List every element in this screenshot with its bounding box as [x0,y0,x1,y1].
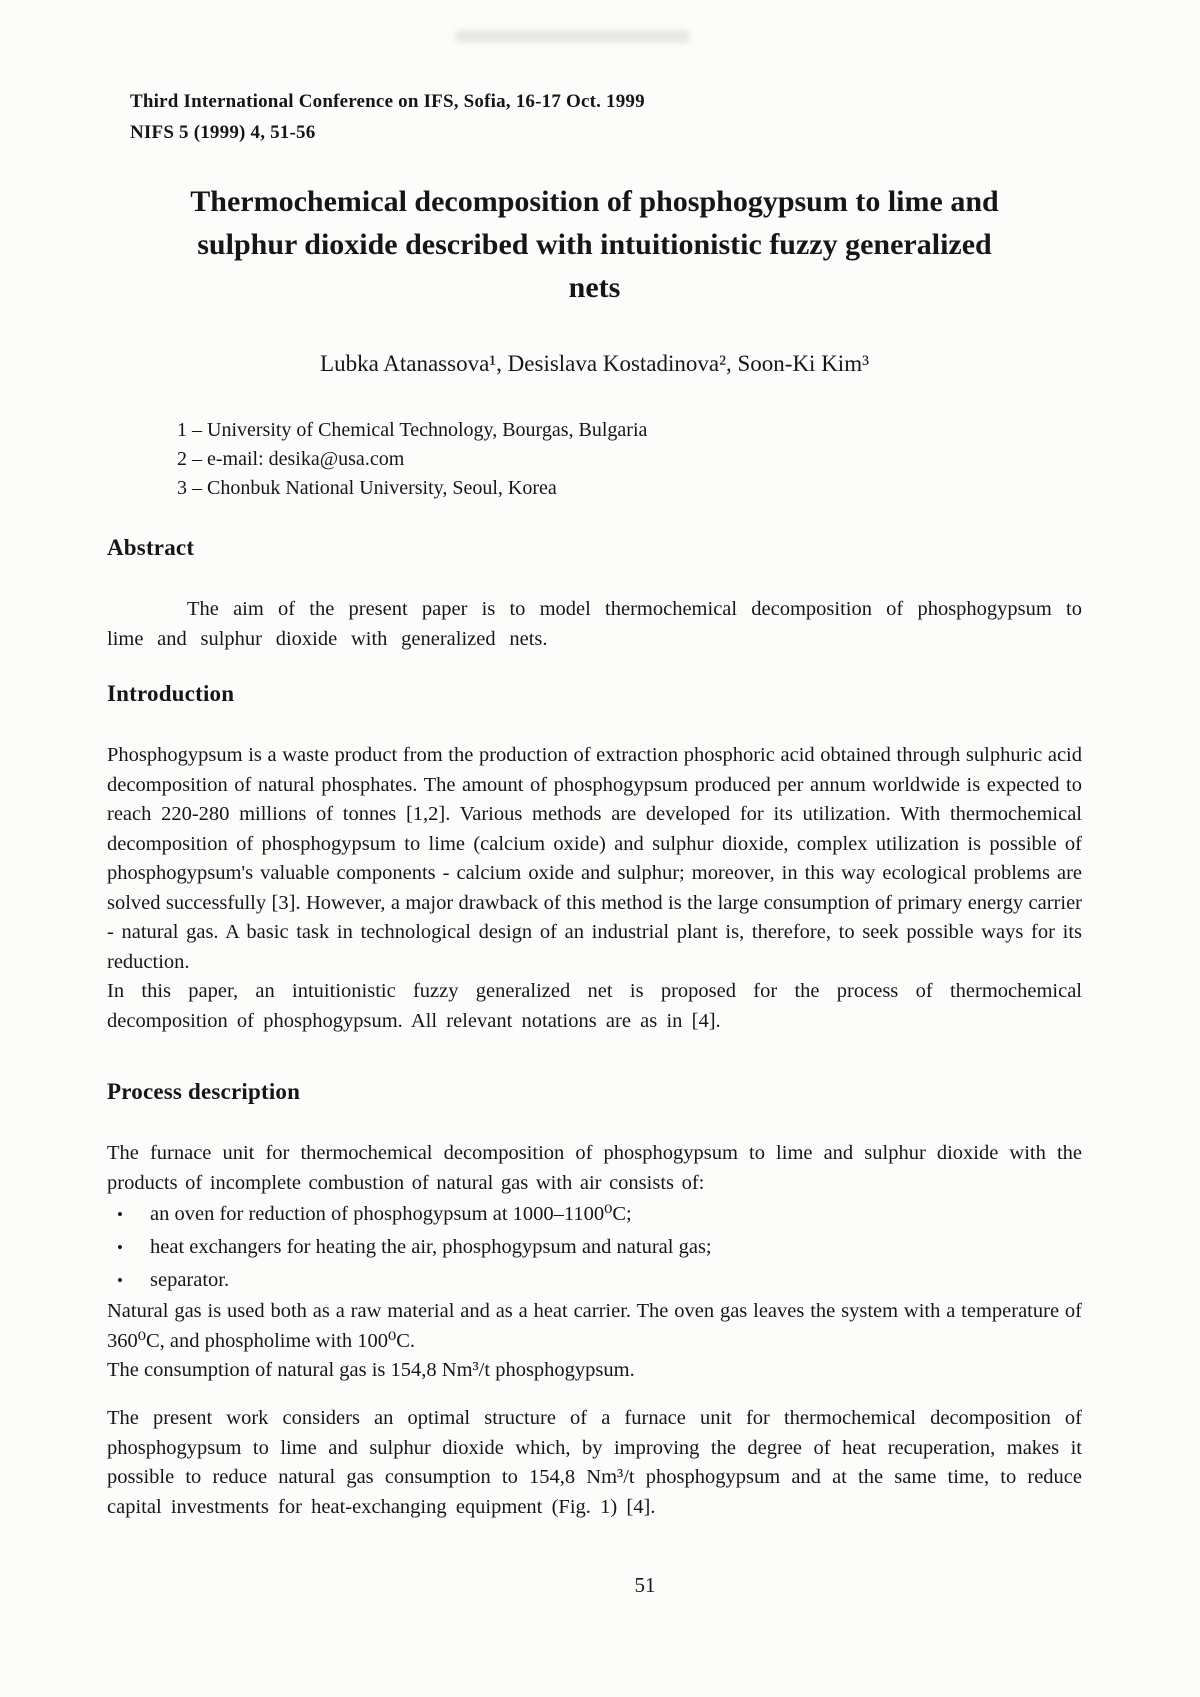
affiliation-1: 1 – University of Chemical Technology, Bourgas, Bulgaria [177,419,648,441]
list-item-text: heat exchangers for heating the air, phosphogypsum and natural gas; [150,1236,712,1258]
process-description-heading: Process description [107,1079,301,1104]
closing-paragraph: The present work considers an optimal structure of a furnace unit for thermochemical decomposition of phosphogypsum to lime and sulphur dioxide which, by improving the degree of heat recuperation, makes it possible to reduce natural gas consumption to 154,8 Nm³/t phosphogypsum and at the same time, to reduce capital investments for heat-exchanging equipment (Fig. 1) [4]. [107,1407,1082,1518]
bullet-icon: • [117,1238,123,1257]
abstract-heading: Abstract [107,535,195,560]
introduction-paragraph-1: Phosphogypsum is a waste product from the production of extraction phosphoric acid obtained through sulphuric acid decomposition of natural phosphates. The amount of phosphogypsum produced per annum worldwide is expected to reach 220-280 millions of tonnes [1,2]. Various methods are developed for its utilization. With thermochemical decomposition of phosphogypsum to lime (calcium oxide) and sulphur dioxide, complex utilization is possible of phosphogypsum's valuable components - calcium oxide and sulphur; moreover, in this way ecological problems are solved successfully [3]. However, a major drawback of this method is the large consumption of primary energy carrier - natural gas. A basic task in technological design of an industrial plant is, therefore, to seek possible ways for its reduction. [107,744,1082,973]
process-paragraph-3: The consumption of natural gas is 154,8 Nm³/t phosphogypsum. [107,1359,635,1381]
conference-line: Third International Conference on IFS, Sofia, 16-17 Oct. 1999 [130,91,645,112]
introduction-body [107,741,1082,1036]
abstract-paragraph: The aim of the present paper is to model thermochemical decomposition of phosphogypsum to lime and sulphur dioxide with generalized nets. [107,598,1082,650]
authors-line: Lubka Atanassova¹, Desislava Kostadinova², Soon-Ki Kim³ [320,351,869,376]
introduction-heading: Introduction [107,681,235,706]
list-item [107,1198,1082,1231]
furnace-components-list [107,1198,1082,1297]
process-paragraph-1: The furnace unit for thermochemical decomposition of phosphogypsum to lime and sulphur dioxide with the products of incomplete combustion of natural gas with air consists of: [107,1142,1082,1194]
introduction-paragraph-2: In this paper, an intuitionistic fuzzy generalized net is proposed for the process of thermochemical decomposition of phosphogypsum. All relevant notations are as in [4]. [107,980,1082,1032]
closing-paragraph-block [107,1404,1082,1522]
affiliation-2-email: 2 – e-mail: desika@usa.com [177,448,405,470]
paper-title-text: Thermochemical decomposition of phosphogypsum to lime and sulphur dioxide described with intuitionistic fuzzy generalized nets [190,185,999,304]
list-item-text: separator. [150,1269,230,1291]
scan-smudge-artifact [455,30,690,43]
paper-title [107,180,1082,309]
bullet-icon: • [117,1271,123,1290]
page-number: 51 [634,1573,656,1597]
process-paragraph-2: Natural gas is used both as a raw material and as a heat carrier. The oven gas leaves the system with a temperature of 360⁰C, and phospholime with 100⁰C. [107,1300,1082,1352]
abstract-body [107,595,1082,654]
affiliations-block [107,416,1082,503]
list-item [107,1264,1082,1297]
process-description-body [107,1139,1082,1386]
list-item-text: an oven for reduction of phosphogypsum at 1000–1100⁰C; [150,1203,632,1225]
affiliation-3: 3 – Chonbuk National University, Seoul, Korea [177,477,557,499]
conference-header [107,86,1082,148]
list-item [107,1231,1082,1264]
journal-reference-line: NIFS 5 (1999) 4, 51-56 [130,122,316,143]
bullet-icon: • [117,1205,123,1224]
